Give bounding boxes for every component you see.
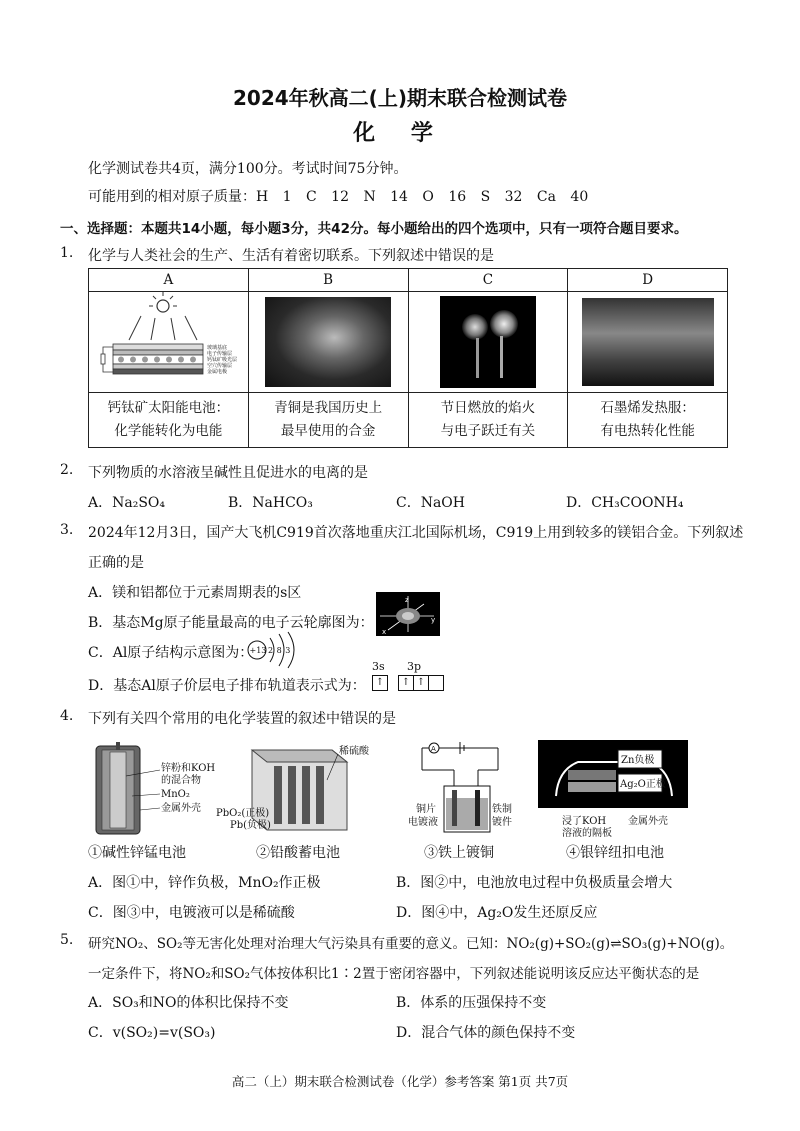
q3-stem-line2: 正确的是 (88, 555, 144, 571)
q1-caption-b: 青铜是我国历史上 最早使用的合金 (248, 393, 408, 448)
atom-nucleus: +13 (249, 646, 267, 655)
q2-option-c: C．NaOH (396, 495, 465, 511)
plating-label-iron-1: 铁制 (492, 804, 512, 815)
atom-structure-diagram (246, 630, 306, 670)
q1-header-a: A (89, 269, 249, 292)
q4-caption-3: ③铁上镀铜 (424, 845, 494, 861)
q4-caption-2: ②铅酸蓄电池 (256, 845, 340, 861)
battery2-label-pbo2: PbO₂(正极) (216, 808, 270, 819)
q1-caption-a: 钙钛矿太阳能电池： 化学能转化为电能 (89, 393, 249, 448)
orbital-label-3p: 3p (407, 660, 422, 673)
q5-stem-line2: 一定条件下，将NO₂和SO₂气体按体积比1∶2置于密闭容器中，下列叙述能说明该反应达平衡状态的是 (88, 966, 700, 982)
electron-cloud-diagram (376, 592, 440, 636)
plating-label-bath: 电镀液 (408, 817, 438, 828)
solar-label-1: 玻璃基底 (207, 345, 228, 351)
subject-title: 化 学 (353, 121, 447, 146)
atom-shells: 2 8 3 (268, 646, 291, 655)
q5-option-b: B．体系的压强保持不变 (396, 995, 547, 1011)
q5-number: 5. (60, 932, 74, 948)
q4-caption-1: ①碱性锌锰电池 (88, 845, 186, 861)
q4-option-c: C．图③中，电镀液可以是稀硫酸 (88, 905, 295, 921)
electroplating-figure (408, 740, 518, 840)
q3-option-c: C．Al原子结构示意图为： (88, 645, 254, 661)
battery1-label-2: 的混合物 (161, 775, 201, 786)
page-footer: 高二（上）期末联合检测试卷（化学）参考答案 第1页 共7页 (231, 1074, 569, 1089)
orbital-3p-box-2: ↑ (413, 675, 429, 691)
axis-z: z (405, 596, 409, 604)
q5-stem-line1: 研究NO₂、SO₂等无害化处理对治理大气污染具有重要的意义。已知：NO₂(g)+SO₂(g)⇌SO₃(g)+NO(g)。 (88, 936, 734, 952)
firework-photo (440, 296, 536, 388)
q1-figure-b (248, 292, 408, 393)
q2-number: 2. (60, 462, 74, 478)
q1-stem: 化学与人类社会的生产、生活有着密切联系。下列叙述中错误的是 (88, 248, 494, 264)
graphene-photo (582, 298, 714, 386)
q5-option-d: D．混合气体的颜色保持不变 (396, 1025, 576, 1041)
section-heading: 一、选择题：本题共14小题，每小题3分，共42分。每小题给出的四个选项中，只有一项符合题目要求。 (60, 221, 688, 237)
q1-caption-d: 石墨烯发热服： 有电热转化性能 (568, 393, 728, 448)
q3-option-b: B．基态Mg原子能量最高的电子云轮廓图为： (88, 615, 374, 631)
axis-y: y (431, 616, 436, 624)
q2-option-a: A．Na₂SO₄ (88, 495, 165, 511)
q4-number: 4. (60, 708, 74, 724)
orbital-3p-box-3 (428, 675, 444, 691)
q4-option-b: B．图②中，电池放电过程中负极质量会增大 (396, 875, 673, 891)
intro-line-1: 化学测试卷共4页，满分100分。考试时间75分钟。 (88, 161, 408, 177)
battery2-label-pb: Pb(负极) (230, 820, 271, 831)
button-label-ag2o: Ag₂O正极 (620, 779, 666, 790)
button-label-shell: 金属外壳 (628, 816, 668, 827)
q3-option-a: A．镁和铝都位于元素周期表的s区 (88, 585, 302, 601)
intro-line-2: 可能用到的相对原子质量：H 1 C 12 N 14 O 16 S 32 Ca 40 (88, 189, 589, 205)
bronze-photo (265, 297, 391, 387)
orbital-diagram (372, 675, 444, 691)
ammeter-label: A (431, 745, 436, 753)
q2-stem: 下列物质的水溶液呈碱性且促进水的电离的是 (88, 465, 368, 481)
battery2-label-acid: 稀硫酸 (339, 746, 369, 757)
button-label-koh-2: 溶液的隔板 (562, 828, 612, 839)
plating-label-copper: 铜片 (416, 804, 436, 815)
battery1-label-4: 金属外壳 (161, 803, 201, 814)
solar-label-4: 空穴传输层 (207, 363, 233, 369)
battery1-label-3: MnO₂ (161, 789, 190, 800)
lead-acid-battery-figure (216, 740, 382, 840)
solar-cell-diagram (93, 292, 243, 388)
q5-option-a: A．SO₃和NO的体积比保持不变 (88, 995, 289, 1011)
plating-label-iron-2: 镀件 (492, 817, 512, 828)
q1-header-d: D (568, 269, 728, 292)
battery1-label-1: 锌粉和KOH (161, 763, 216, 774)
q2-option-d: D．CH₃COONH₄ (566, 495, 684, 511)
q4-option-a: A．图①中，锌作负极，MnO₂作正极 (88, 875, 321, 891)
q4-stem: 下列有关四个常用的电化学装置的叙述中错误的是 (88, 711, 396, 727)
q1-figure-d (568, 292, 728, 393)
orbital-3p-box-1: ↑ (398, 675, 414, 691)
orbital-label-3s: 3s (372, 660, 385, 673)
q4-option-d: D．图④中，Ag₂O发生还原反应 (396, 905, 598, 921)
q4-caption-4: ④银锌纽扣电池 (566, 845, 664, 861)
solar-label-5: 金属电极 (207, 369, 228, 375)
q3-option-d: D．基态Al原子价层电子排布轨道表示式为： (88, 678, 366, 694)
q3-stem-line1: 2024年12月3日，国产大飞机C919首次落地重庆江北国际机场，C919上用到较多的镁铝合金。下列叙述 (88, 525, 744, 541)
button-label-zn: Zn负极 (621, 755, 655, 766)
button-battery-figure (538, 740, 688, 840)
q1-header-c: C (408, 269, 568, 292)
q1-header-b: B (248, 269, 408, 292)
exam-title: 2024年秋高二(上)期末联合检测试卷 (233, 86, 567, 110)
q3-number: 3. (60, 522, 74, 538)
solar-label-3: 钙钛矿吸光层 (207, 357, 238, 363)
q1-table (88, 268, 728, 448)
q2-option-b: B．NaHCO₃ (228, 495, 313, 511)
q1-number: 1. (60, 245, 74, 261)
q1-figure-a (89, 292, 249, 393)
q5-option-c: C．v(SO₂)=v(SO₃) (88, 1025, 216, 1041)
button-label-koh-1: 浸了KOH (562, 816, 607, 827)
solar-label-2: 电子传输层 (207, 351, 233, 357)
alkaline-battery-figure (88, 740, 218, 840)
orbital-3s-box: ↑ (372, 675, 388, 691)
axis-x: x (382, 628, 387, 636)
q1-figure-c (408, 292, 568, 393)
q1-caption-c: 节日燃放的焰火 与电子跃迁有关 (408, 393, 568, 448)
